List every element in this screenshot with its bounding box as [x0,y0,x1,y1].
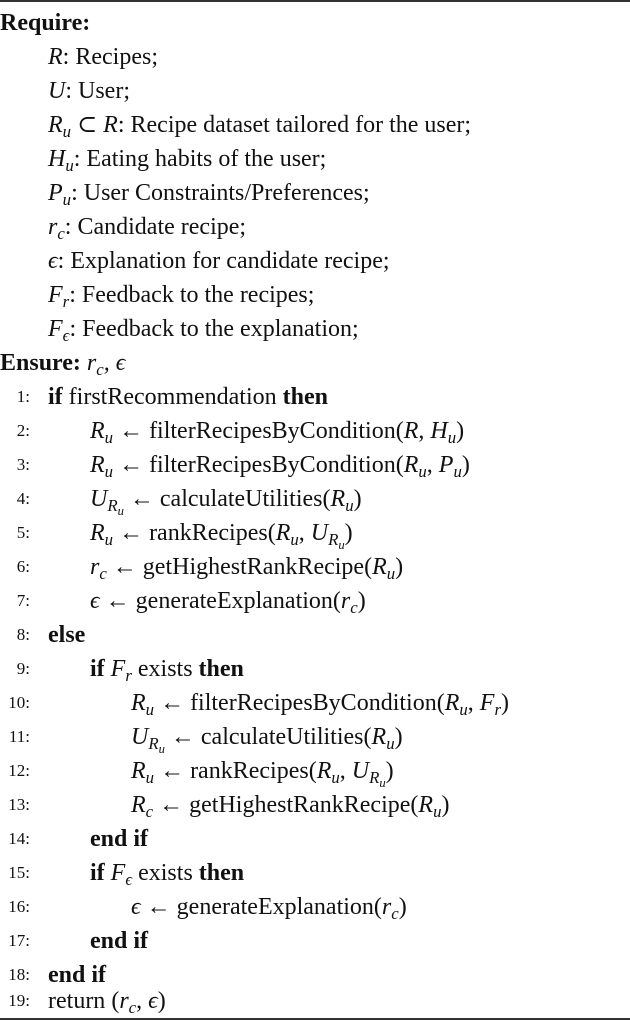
step-6: 6: $r_c$ ← $getHighestRankRecipe(R_u)$ [16,554,404,584]
ensure-label: Ensure: [0,350,81,376]
require-label: Require: [0,10,91,36]
require-item-user: U: User; [48,78,130,104]
step-12: 12: $R_u$ ← $rankRecipes(R_u$, $U_{R_u}$) [8,758,394,790]
step-16: 16: ϵ ← $generateExplanation(r_c)$ [8,894,407,924]
step-2: 2: $R_u$ ← filterRecipesByCondition(R, $H_u$) [16,418,465,448]
step-4: 4: $U_{R_u}$ ← $calculateUtilities(R_u)$ [16,486,362,518]
step-3: 3: $R_u$ ← $filterRecipesByCondition(R_u$, $P_u$) [16,452,470,482]
step-19: 19: return ($r_c$, ϵ) [8,988,166,1018]
step-5: 5: $R_u$ ← $rankRecipes(R_u$, $U_{R_u}$) [16,520,353,552]
ensure-line: Ensure: $r_c$, ϵ [0,350,126,380]
require-item-feedback-recipes: $F_r$: Feedback to the recipes; [48,282,315,312]
step-10: 10: $R_u$ ← $filterRecipesByCondition(R_u$, $F_r$) [8,690,509,720]
bottom-rule [0,1018,630,1020]
require-item-recipes: R: Recipes; [48,44,158,70]
require-item-candidate: $r_c$: Candidate recipe; [48,214,247,244]
step-9: 9: if $F_r$ exists then [16,656,244,686]
step-17: 17: end if [8,928,149,954]
step-18: 18: end if [8,962,107,988]
require-header [0,6,90,40]
step-7: 7: ϵ ← $generateExplanation(r_c)$ [16,588,366,618]
step-11: 11: $U_{R_u}$ ← $calculateUtilities(R_u)$ [8,724,403,756]
require-item-feedback-explanation: $F_\epsilon$: Feedback to the explanation; [48,316,359,346]
require-item-explanation: ϵ: Explanation for candidate recipe; [48,248,390,274]
require-item-user-dataset: $R_u$ ⊂ R: Recipe dataset tailored for the user; [48,112,472,142]
step-14: 14: end if [8,826,149,852]
require-item-eating-habits: $H_u$: Eating habits of the user; [48,146,327,176]
require-item-preferences: $P_u$: User Constraints/Preferences; [48,180,370,210]
step-13: 13: $R_c$ ← $getHighestRankRecipe(R_u)$ [8,792,450,822]
step-15: 15: if $F_\epsilon$ exists then [8,860,245,890]
step-8: 8: else [16,622,86,648]
top-rule [0,0,630,2]
step-1: 1: if firstRecommendation then [16,384,328,410]
